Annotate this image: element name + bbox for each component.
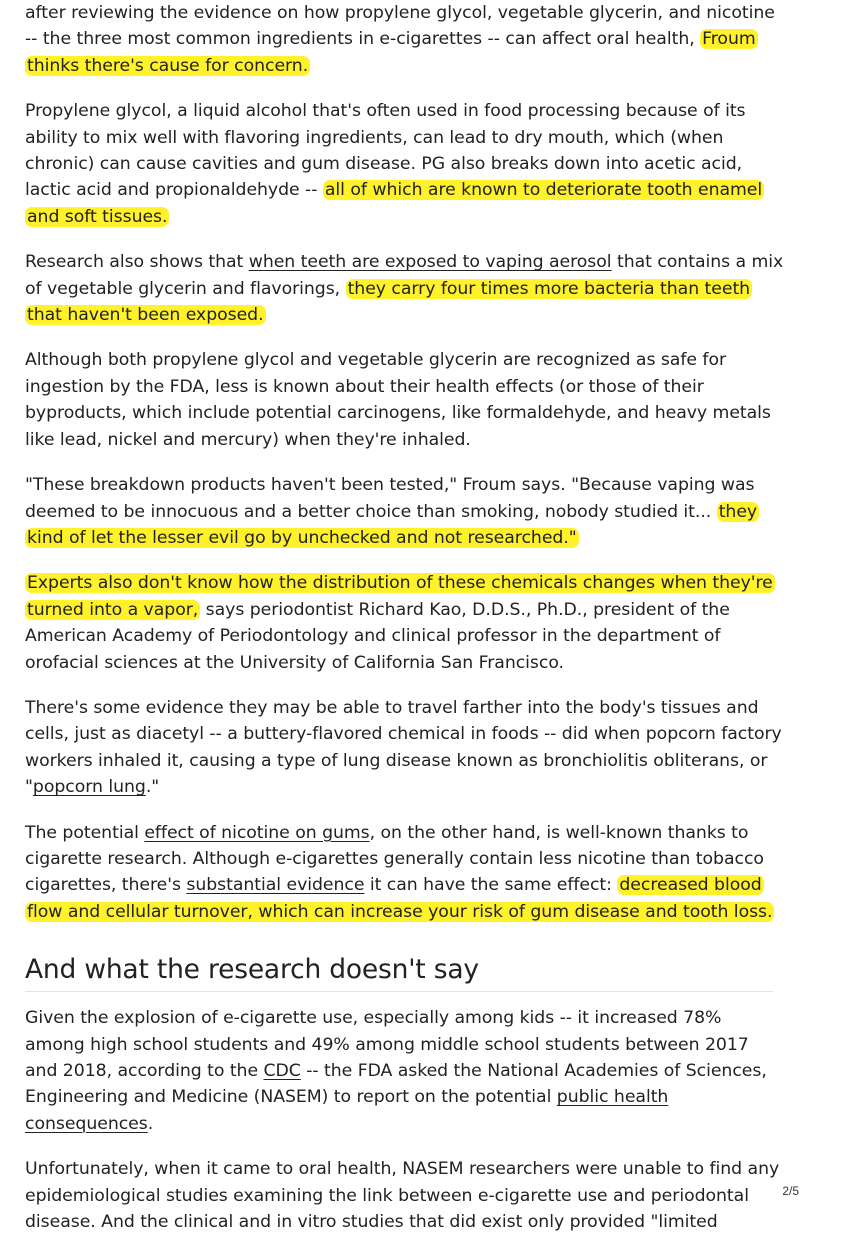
paragraph-text: it can have the same effect:	[369, 875, 612, 896]
section-heading: And what the research doesn't say	[25, 954, 479, 986]
paragraph-text: Unfortunately, when it came to oral health, NASEM researchers were unable to find any epidemiological studies examining the link between e-cigarette use and periodontal disease. And the clinical and in vitro studies that did exist only provided "limited	[25, 1159, 780, 1233]
paragraph	[25, 1156, 785, 1235]
paragraph	[25, 1005, 785, 1137]
paragraph	[25, 347, 785, 453]
paragraph-text: .	[147, 1113, 154, 1134]
vaping-aerosol-link[interactable]: when teeth are exposed to vaping aerosol	[248, 252, 612, 273]
highlighted-text: Froum thinks there's cause for concern.	[27, 29, 756, 76]
paragraph	[25, 695, 785, 801]
paragraph-text: The potential	[25, 822, 139, 843]
paragraph-text: says periodontist Richard Kao, D.D.S., Ph.D., president of the American Academy of Periodontology and clinical professor in the department of orofacial sciences at the University of California San Francisco.	[25, 599, 730, 673]
highlighted-text: decreased blood flow and cellular turnover, which can increase your risk of gum disease and tooth loss.	[27, 875, 773, 922]
article-body	[25, 0, 785, 1235]
paragraph	[25, 98, 785, 230]
paragraph	[25, 0, 785, 79]
paragraph-text: "These breakdown products haven't been tested," Froum says. "Because vaping was deemed to be innocuous and a better choice than smoking, nobody studied it...	[25, 475, 755, 522]
highlighted-text: all of which are known to deteriorate tooth enamel and soft tissues.	[27, 180, 763, 227]
cdc-link[interactable]: CDC	[263, 1061, 301, 1081]
paragraph-text: There's some evidence they may be able to travel farther into the body's tissues and cells, just as diacetyl -- a buttery-flavored chemical in foods -- did when popcorn factory workers inhaled it, causing a type of lung disease known as bronchiolitis obliterans, or "	[25, 697, 782, 798]
paragraph-text: ."	[145, 777, 160, 798]
paragraph-text: Although both propylene glycol and vegetable glycerin are recognized as safe for ingestion by the FDA, less is known about their health effects (or those of their byproducts, which include potential carcinogens, like formaldehyde, and heavy metals like lead, nickel and mercury) when they're inhaled.	[25, 350, 771, 450]
heading-divider	[25, 991, 773, 992]
paragraph-text: Given the explosion of e-cigarette use, especially among kids -- it increased 78% among high school students and 49% among middle school students between 2017 and 2018, according to the	[25, 1008, 749, 1081]
paragraph-text: , on the other hand, is well-known thanks to cigarette research. Although e-cigarettes generally contain less nicotine than tobacco cigarettes, there's	[25, 822, 764, 896]
paragraph-text: Propylene glycol, a liquid alcohol that's often used in food processing because of its ability to mix well with flavoring ingredients, can lead to dry mouth, which (when chronic) can cause cavities and gum disease. PG also breaks down into acetic acid, lactic acid and propionaldehyde --	[25, 101, 746, 201]
nicotine-gums-link[interactable]: effect of nicotine on gums	[144, 822, 370, 843]
paragraph	[25, 249, 785, 328]
highlighted-text: Experts also don't know how the distribution of these chemicals changes when they're turned into a vapor,	[27, 573, 773, 620]
public-health-consequences-link[interactable]: public health consequences	[25, 1087, 669, 1134]
paragraph-text: after reviewing the evidence on how propylene glycol, vegetable glycerin, and nicotine -- the three most common ingredients in e-cigarettes -- can affect oral health,	[25, 3, 775, 50]
paragraph-text: -- the FDA asked the National Academies of Sciences, Engineering and Medicine (NASEM) to report on the potential	[25, 1061, 767, 1108]
substantial-evidence-link[interactable]: substantial evidence	[186, 875, 365, 896]
page-number: 2/5	[782, 1184, 799, 1198]
paragraph	[25, 570, 785, 676]
paragraph-text: Research also shows that	[25, 252, 244, 273]
highlighted-text: they kind of let the lesser evil go by unchecked and not researched."	[27, 501, 758, 548]
paragraph-text: that contains a mix of vegetable glycerin and flavorings,	[25, 252, 784, 299]
paragraph	[25, 472, 785, 551]
paragraph	[25, 820, 785, 926]
popcorn-lung-link[interactable]: popcorn lung	[32, 777, 146, 798]
highlighted-text: they carry four times more bacteria than teeth that haven't been exposed.	[27, 278, 751, 326]
